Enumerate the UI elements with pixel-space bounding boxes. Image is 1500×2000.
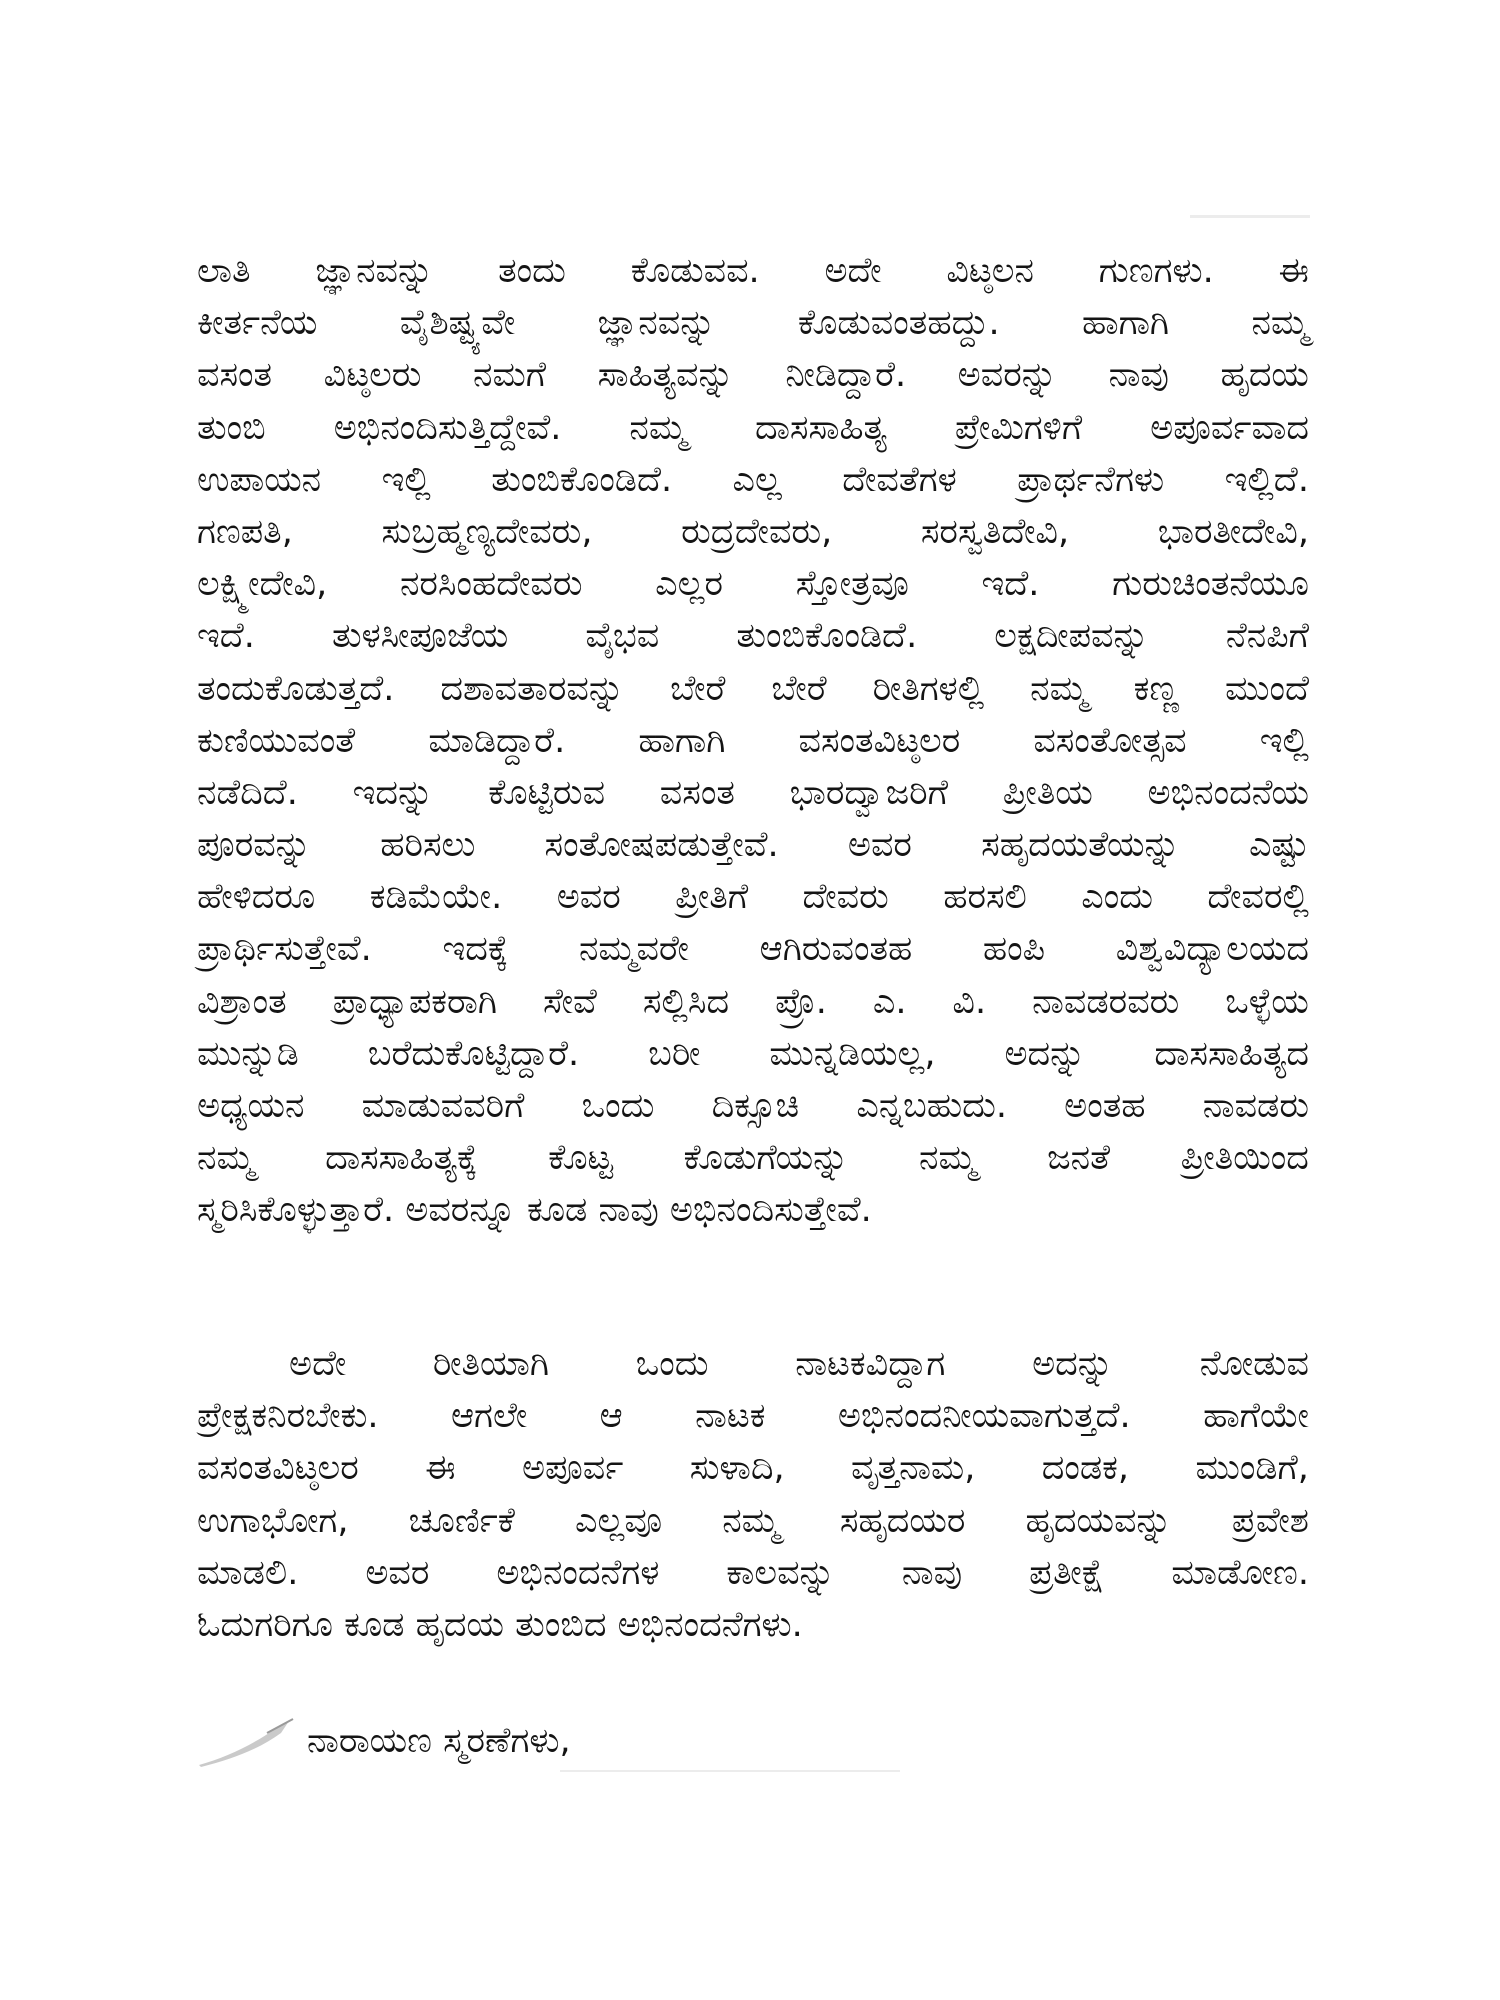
word: ವಸಂತವಿಟ್ಠಲರ xyxy=(197,1448,359,1489)
word: ವೃತ್ತನಾಮ, xyxy=(851,1448,976,1489)
word: ತುಂಬಿಕೊಂಡಿದೆ. xyxy=(736,616,918,657)
text-line xyxy=(197,976,1309,1028)
word: ಎಲ್ಲ xyxy=(732,459,782,500)
word: ಅಭಿನಂದನೆಗಳ xyxy=(496,1552,660,1593)
word: ಸ್ತೋತ್ರವೂ xyxy=(795,564,909,605)
word: ಇದೆ. xyxy=(197,616,255,657)
scan-artifact xyxy=(1190,215,1310,218)
word: ಸಾಹಿತ್ಯವನ್ನು xyxy=(597,355,734,396)
word: ನಮ್ಮ xyxy=(629,407,687,448)
word: ಪ್ರವೇಶ xyxy=(1231,1500,1309,1541)
word: ಕೊಡುವವ. xyxy=(630,251,760,291)
word: ಕುಣಿಯುವಂತೆ xyxy=(197,720,356,761)
word: ಬರೀ xyxy=(648,1033,701,1074)
word: ಮುನ್ನುಡಿ xyxy=(197,1033,299,1074)
word: ಈ xyxy=(425,1448,456,1489)
word: ಅಂತಹ xyxy=(1064,1086,1146,1126)
word: ಇದಕ್ಕೆ xyxy=(442,929,509,970)
word: ರೀತಿಯಾಗಿ xyxy=(432,1344,549,1384)
text-line xyxy=(197,297,1309,349)
paragraph-1 xyxy=(197,245,1309,1237)
text-line xyxy=(197,1132,1309,1184)
text-line xyxy=(197,715,1309,767)
word: ಸಂತೋಷಪಡುತ್ತೇವೆ. xyxy=(544,825,779,866)
word: ಕೀರ್ತನೆಯ xyxy=(197,303,318,344)
word: ಕೊಟ್ಟಿರುವ xyxy=(488,772,606,813)
word: ಇದೆ. xyxy=(981,564,1040,605)
text-line xyxy=(197,1495,1309,1547)
word: ಪ್ರೀತಿಯ xyxy=(1002,772,1093,813)
word: ಆಗಿರುವಂತಹ xyxy=(759,929,913,970)
word: ಅವರ xyxy=(556,877,621,918)
word: ಪ್ರಾರ್ಥಿಸುತ್ತೇವೆ. xyxy=(197,929,372,970)
word: ಮುನ್ನಡಿಯಲ್ಲ, xyxy=(769,1033,936,1074)
word: ಅಧ್ಯಯನ xyxy=(197,1086,305,1126)
word: ಹಾಗೆಯೇ xyxy=(1203,1396,1309,1437)
word: ಮಾಡಿದ್ದಾರೆ. xyxy=(428,720,566,761)
word: ಸಹೃದಯರ xyxy=(839,1500,966,1541)
word: ದೇವರಲ್ಲಿ xyxy=(1207,877,1309,918)
word: ಜನತೆ xyxy=(1047,1138,1111,1179)
word: ಎನ್ನಬಹುದು. xyxy=(856,1086,1007,1126)
word: ರುದ್ರದೇವರು, xyxy=(681,511,833,552)
word: ಸಲ್ಲಿಸಿದ xyxy=(642,981,730,1022)
word: ಹಾಗಾಗಿ xyxy=(1082,303,1170,344)
word: ಪೂರವನ್ನು xyxy=(197,825,311,866)
word: ವಸಂತ xyxy=(659,772,735,813)
word: ನಮ್ಮ xyxy=(919,1138,977,1179)
text-line xyxy=(197,923,1309,975)
word: ಕಾಲವನ್ನು xyxy=(726,1552,835,1593)
word: ಗುರುಚಿಂತನೆಯೂ xyxy=(1112,564,1309,605)
word: ಸಹೃದಯತೆಯನ್ನು xyxy=(981,825,1180,866)
word: ತಂದುಕೊಡುತ್ತದೆ. xyxy=(197,668,395,709)
word: ಜ್ಞಾನವನ್ನು xyxy=(315,251,434,291)
word: ನಾಟಕವಿದ್ದಾಗ xyxy=(795,1344,946,1384)
word: ಗಣಪತಿ, xyxy=(197,511,293,552)
word: ಕೊಟ್ಟ xyxy=(548,1138,613,1179)
word: ನಮ್ಮ xyxy=(722,1500,780,1541)
word: ಕೊಡುಗೆಯನ್ನು xyxy=(683,1138,849,1179)
word: ಅವರ xyxy=(847,825,912,866)
word: ಇಲ್ಲಿದೆ. xyxy=(1224,459,1309,500)
word: ವಿಶ್ವವಿದ್ಯಾಲಯದ xyxy=(1115,929,1309,970)
word: ದಾಸಸಾಹಿತ್ಯಕ್ಕೆ xyxy=(325,1138,478,1179)
word: ವೈಶಿಷ್ಟ್ಯವೇ xyxy=(399,303,516,344)
word: ಈ xyxy=(1278,251,1309,291)
word: ಪ್ರೊ. xyxy=(775,981,827,1022)
word: ಭಾರದ್ವಾಜರಿಗೆ xyxy=(789,772,948,813)
word: ಹೇಳಿದರೂ xyxy=(197,877,316,918)
word: ಮಾಡೋಣ. xyxy=(1171,1552,1309,1593)
word: ಕೊಡುವಂತಹದ್ದು. xyxy=(797,303,1000,344)
word: ವಿಟ್ಠಲರು xyxy=(323,355,422,396)
word: ಹೃದಯವನ್ನು xyxy=(1025,1500,1172,1541)
word: ಅವರನ್ನು xyxy=(957,355,1058,396)
word: ಹಾಗಾಗಿ xyxy=(638,720,726,761)
word: ಎ. xyxy=(872,981,907,1022)
word: ರೀತಿಗಳಲ್ಲಿ xyxy=(872,668,985,709)
word: ಎಲ್ಲರ xyxy=(655,564,724,605)
text-line xyxy=(197,558,1309,610)
word: ವೈಭವ xyxy=(585,616,660,657)
text-line xyxy=(197,819,1309,871)
word: ಕಡಿಮೆಯೇ. xyxy=(369,877,503,918)
word: ಲಕ್ಷದೀಪವನ್ನು xyxy=(994,616,1149,657)
word: ವಸಂತೋತ್ಸವ xyxy=(1033,720,1187,761)
word: ಬೇರೆ xyxy=(670,668,726,709)
word: ಉಗಾಭೋಗ, xyxy=(197,1500,349,1541)
word: ಪ್ರೀತಿಗೆ xyxy=(675,877,749,918)
word: ಅದೇ xyxy=(824,251,882,291)
word: ಸುಳಾದಿ, xyxy=(689,1448,785,1489)
word: ಆಗಲೇ xyxy=(450,1396,528,1437)
word: ಒಳ್ಳೆಯ xyxy=(1225,981,1309,1022)
word: ಇದನ್ನು xyxy=(352,772,434,813)
word: ನೆನಪಿಗೆ xyxy=(1225,616,1309,657)
word: ದಂಡಕ, xyxy=(1041,1448,1130,1489)
text-line xyxy=(197,402,1309,454)
word: ಹೃದಯ xyxy=(1220,355,1309,396)
word: ಹಂಪಿ xyxy=(982,929,1046,970)
word: ದಿಕ್ಸೂಚಿ xyxy=(711,1086,800,1126)
word: ದಾಸಸಾಹಿತ್ಯದ xyxy=(1154,1033,1309,1074)
text-line xyxy=(197,1390,1309,1442)
word: ಎಲ್ಲವೂ xyxy=(575,1500,663,1541)
word: ತುಂಬಿ xyxy=(197,407,266,448)
text-line xyxy=(197,767,1309,819)
word: ಭಾರತೀದೇವಿ, xyxy=(1157,511,1309,552)
word: ತುಂಬಿಕೊಂಡಿದೆ. xyxy=(491,459,673,500)
word: ಮುಂಡಿಗೆ, xyxy=(1195,1448,1309,1489)
word: ನಮ್ಮ xyxy=(1030,668,1088,709)
text-line xyxy=(197,871,1309,923)
word: ಪ್ರತೀಕ್ಷೆ xyxy=(1029,1552,1105,1593)
word: ಇಲ್ಲಿ xyxy=(381,459,431,500)
word: ಒಂದು xyxy=(581,1086,655,1126)
word: ನಮ್ಮ xyxy=(1251,303,1309,344)
text-line xyxy=(197,1338,1309,1390)
word: ಪ್ರೀತಿಯಿಂದ xyxy=(1180,1138,1309,1179)
word: ಪ್ರಾರ್ಥನೆಗಳು xyxy=(1017,459,1165,500)
word: ವಸಂತ xyxy=(197,355,273,396)
word: ಉಪಾಯನ xyxy=(197,459,322,500)
word: ಹರಸಲಿ xyxy=(943,877,1027,918)
text-line xyxy=(197,349,1309,401)
word: ಅಭಿನಂದಿಸುತ್ತಿದ್ದೇವೆ. xyxy=(333,407,562,448)
word: ಅವರ xyxy=(365,1552,430,1593)
word: ಕಣ್ಣ xyxy=(1133,668,1180,709)
word: ವಸಂತವಿಟ್ಠಲರ xyxy=(798,720,961,761)
word: ಸೇವೆ xyxy=(542,981,597,1022)
word: ಪ್ರೇಮಿಗಳಿಗೆ xyxy=(954,407,1083,448)
word: ನಡೆದಿದೆ. xyxy=(197,772,298,813)
word: ಲಾತಿ xyxy=(197,251,251,291)
word: ನಾವು xyxy=(1108,355,1169,396)
word: ಪ್ರಾಧ್ಯಾಪಕರಾಗಿ xyxy=(332,981,498,1022)
word: ಗುಣಗಳು. xyxy=(1098,251,1214,291)
word: ನೋಡುವ xyxy=(1199,1344,1309,1384)
word: ಅಭಿನಂದನೀಯವಾಗುತ್ತದೆ. xyxy=(837,1396,1131,1437)
word: ಸುಬ್ರಹ್ಮಣ್ಯದೇವರು, xyxy=(381,511,593,552)
text-line: ಓದುಗರಿಗೂ ಕೂಡ ಹೃದಯ ತುಂಬಿದ ಅಭಿನಂದನೆಗಳು. xyxy=(197,1604,803,1645)
word: ನಾವಡರು xyxy=(1202,1086,1309,1126)
text-line xyxy=(197,1442,1309,1494)
word: ವಿ. xyxy=(952,981,987,1022)
word: ಹರಿಸಲು xyxy=(380,825,476,866)
word: ಇಲ್ಲಿ xyxy=(1259,720,1309,761)
word: ಮಾಡುವವರಿಗೆ xyxy=(361,1086,525,1126)
word: ಅದನ್ನು xyxy=(1004,1033,1086,1074)
word: ದಶಾವತಾರವನ್ನು xyxy=(440,668,625,709)
word: ಅದೇ xyxy=(289,1344,347,1384)
text-line xyxy=(197,245,1309,297)
pen-stroke-icon xyxy=(197,1715,307,1770)
word: ಮಾಡಲಿ. xyxy=(197,1552,299,1593)
word: ಚೂರ್ಣಿಕೆ xyxy=(408,1500,515,1541)
signoff-text: ನಾರಾಯಣ ಸ್ಮರಣೆಗಳು, xyxy=(307,1721,571,1761)
word: ದೇವರು xyxy=(802,877,889,918)
word: ನಮ್ಮ xyxy=(197,1138,255,1179)
signoff-row xyxy=(197,1715,797,1775)
word: ಪ್ರೇಕ್ಷಕನಿರಬೇಕು. xyxy=(197,1396,379,1437)
word: ಒಂದು xyxy=(635,1344,709,1384)
text-line xyxy=(197,506,1309,558)
text-line xyxy=(197,454,1309,506)
word: ತುಳಸೀಪೂಜೆಯ xyxy=(331,616,509,657)
word: ಎಂದು xyxy=(1081,877,1153,918)
word: ಜ್ಞಾನವನ್ನು xyxy=(597,303,716,344)
word: ಸರಸ್ವತಿದೇವಿ, xyxy=(920,511,1070,552)
text-line xyxy=(197,663,1309,715)
text-line xyxy=(197,1547,1309,1599)
word: ವಿಶ್ರಾಂತ xyxy=(197,981,287,1022)
word: ನಾವಡರವರು xyxy=(1032,981,1180,1022)
word: ತಂದು xyxy=(498,251,566,291)
word: ನೀಡಿದ್ದಾರೆ. xyxy=(785,355,907,396)
word: ಅಭಿನಂದನೆಯ xyxy=(1147,772,1309,813)
text-line xyxy=(197,610,1309,662)
text-line xyxy=(197,1080,1309,1132)
word: ದಾಸಸಾಹಿತ್ಯ xyxy=(754,407,887,448)
paragraph-2 xyxy=(197,1338,1309,1651)
word: ಎಷ್ಟು xyxy=(1249,825,1309,866)
word: ಮುಂದೆ xyxy=(1225,668,1309,709)
word: ಬೇರೆ xyxy=(771,668,827,709)
word: ನಾವು xyxy=(901,1552,963,1593)
word: ಲಕ್ಷ್ಮೀದೇವಿ, xyxy=(197,564,328,605)
word: ಅಪೂರ್ವ xyxy=(521,1448,624,1489)
word: ದೇವತೆಗಳ xyxy=(842,459,957,500)
word: ಅಪೂರ್ವವಾದ xyxy=(1150,407,1309,448)
word: ನಮಗೆ xyxy=(472,355,547,396)
word: ಅದನ್ನು xyxy=(1032,1344,1114,1384)
text-line xyxy=(197,1028,1309,1080)
text-line: ಸ್ಮರಿಸಿಕೊಳ್ಳುತ್ತಾರೆ. ಅವರನ್ನೂ ಕೂಡ ನಾವು ಅಭಿನಂದಿಸುತ್ತೇವೆ. xyxy=(197,1190,872,1231)
word: ನಮ್ಮವರೇ xyxy=(578,929,689,970)
word: ನಾಟಕ xyxy=(695,1396,766,1437)
word: ಆ xyxy=(599,1396,623,1437)
word: ಬರೆದುಕೊಟ್ಟಿದ್ದಾರೆ. xyxy=(367,1033,580,1074)
word: ವಿಟ್ಠಲನ xyxy=(946,251,1034,291)
word: ನರಸಿಂಹದೇವರು xyxy=(399,564,583,605)
